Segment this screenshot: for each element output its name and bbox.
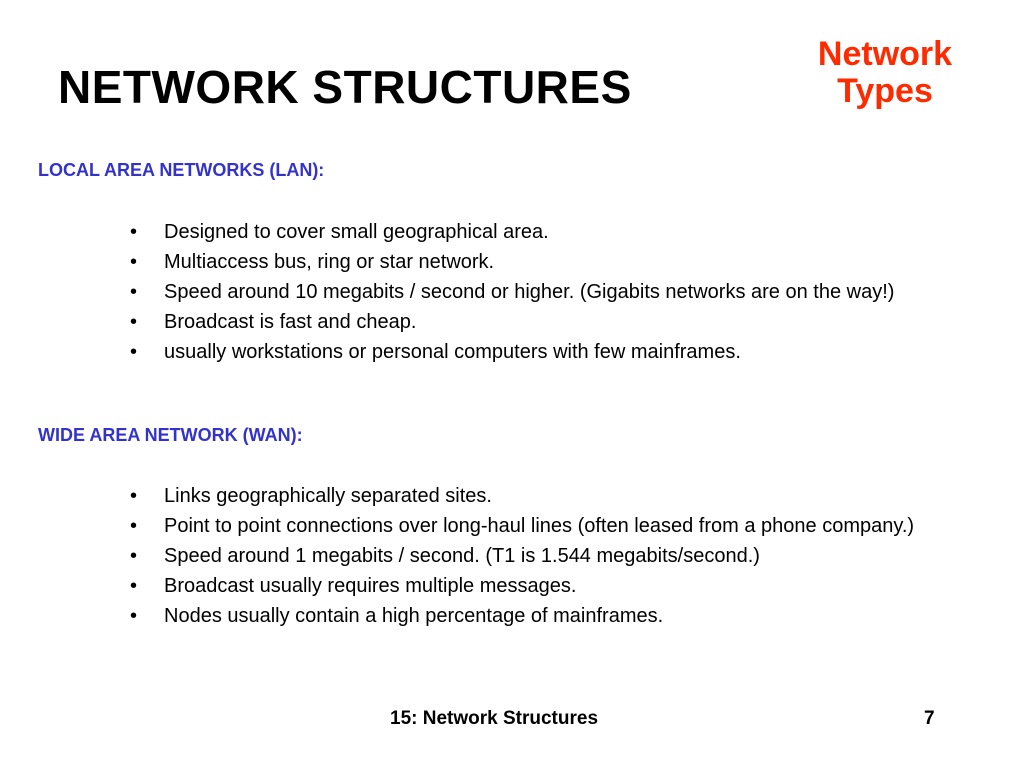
wan-bullet-list xyxy=(128,484,948,634)
list-item: • Speed around 1 megabits / second. (T1 is 1.544 megabits/second.) xyxy=(128,544,948,568)
lan-bullet-list xyxy=(128,220,948,370)
list-item: • Links geographically separated sites. xyxy=(128,484,948,508)
footer-title: 15: Network Structures xyxy=(390,708,599,729)
list-item: • Designed to cover small geographical area. xyxy=(128,220,948,244)
list-item: • Nodes usually contain a high percentage of mainframes. xyxy=(128,604,948,628)
lan-heading: LOCAL AREA NETWORKS (LAN): xyxy=(38,160,325,180)
slide-title: NETWORK STRUCTURES xyxy=(58,61,632,113)
tag-line-1: Network xyxy=(817,35,953,73)
list-item: • Multiaccess bus, ring or star network. xyxy=(128,250,948,274)
list-item: • Speed around 10 megabits / second or higher. (Gigabits networks are on the way!) xyxy=(128,280,948,304)
list-item: • Broadcast is fast and cheap. xyxy=(128,310,948,334)
page-number: 7 xyxy=(924,708,935,729)
list-item: • Broadcast usually requires multiple messages. xyxy=(128,574,948,598)
list-item: • Point to point connections over long-haul lines (often leased from a phone company.) xyxy=(128,514,948,538)
list-item: • usually workstations or personal computers with few mainframes. xyxy=(128,340,948,364)
tag-line-2: Types xyxy=(837,71,933,110)
wan-heading: WIDE AREA NETWORK (WAN): xyxy=(38,425,303,445)
network-types-tag xyxy=(790,36,980,109)
